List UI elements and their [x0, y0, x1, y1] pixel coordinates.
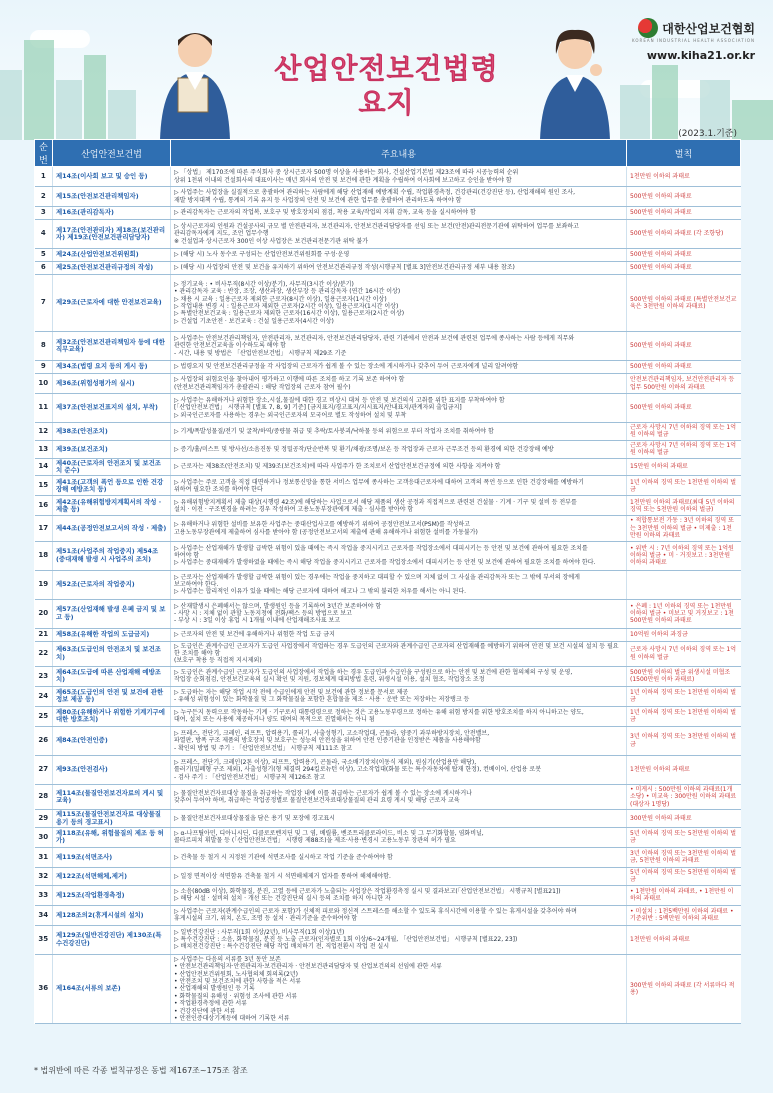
content-line: ▷ 일반건강진단 : 사무직(1회 이상/2년), 비사무직(1회 이상/1년): [174, 928, 345, 936]
content-line: (안전보건관리책임자가 총괄관리 : 해당 작업장의 근로자 참여 필수): [174, 383, 351, 391]
main-content: [171, 516, 627, 541]
main-content: [171, 706, 627, 726]
table-row: [35, 541, 741, 570]
law-article: 제29조(근로자에 대한 안전보건교육): [53, 275, 171, 332]
row-number: 18: [35, 541, 53, 570]
title-line-2: 요지: [358, 86, 415, 119]
penalty: 3년 이하의 징역 또는 3천만원 이하의 벌금, 5천만원 이하의 과태료: [627, 847, 741, 867]
content-line: ▷ 프레스, 전단기, 크레인(2톤 이상), 리프트, 압력용기, 곤돌라, 국소배기장치(이동식 제외), 원심기(산업용만 해당),: [174, 758, 477, 766]
table-row: [35, 332, 741, 361]
law-article: 제122조(석면해체,제거): [53, 867, 171, 885]
main-content: [171, 262, 627, 275]
content-line: • 안전인증대상기계등에 대하여 기록한 서류: [174, 1014, 290, 1022]
penalty: 500만원 이하의 과태료 (각 조항당): [627, 220, 741, 249]
penalty: 근로자 사망시 7년 이하의 징역 또는 1억원 이하의 벌금: [627, 641, 741, 666]
table-row: [35, 867, 741, 885]
main-content: [171, 599, 627, 628]
content-line: (보호구 착용 등 직접적 지시제외): [174, 657, 262, 665]
penalty: • 1천만원 이하의 과태료, • 1천만원 이하의 과태료: [627, 885, 741, 905]
content-line: ▷ 사업주는 유해하거나 위험한 장소,시설,물질에 대한 경고 비상시 대처 등 안전 및 보건의식 고취를 위한 표지를 부착하여야 함: [174, 396, 505, 404]
main-content: [171, 394, 627, 423]
content-line: ▷ 건축물 등 철거 시 지정된 기관에 석면조사를 실시하고 작업 기준을 준수하여야 함: [174, 853, 393, 861]
law-article: 제63조(도급인의 안전조치 및 보건조치): [53, 641, 171, 666]
table-row: [35, 361, 741, 374]
table-row: [35, 570, 741, 599]
header-banner: [0, 0, 773, 140]
main-content: [171, 476, 627, 496]
law-article: 제34조(법령 요지 등의 게시 등): [53, 361, 171, 374]
row-number: 31: [35, 847, 53, 867]
table-row: [35, 706, 741, 726]
table-row: [35, 249, 741, 262]
row-number: 6: [35, 262, 53, 275]
table-row: [35, 423, 741, 441]
table-row: [35, 755, 741, 784]
row-number: 19: [35, 570, 53, 599]
row-number: 2: [35, 187, 53, 207]
content-line: ▷ (해당 시) 사업장의 안전 및 보건을 유지하기 위하여 안전보건관리규정 작성(시행규칙 [별표 3]안전보건관리규정 세부 내용 참조): [174, 264, 515, 272]
reference-date: (2023.1.기준): [678, 129, 737, 139]
row-number: 27: [35, 755, 53, 784]
main-content: [171, 207, 627, 220]
row-number: 4: [35, 220, 53, 249]
content-line: ▷ 사업장의 위험요인을 찾아내어 평가하고 이행에 따른 조치를 하고 기록 보존 하여야 함: [174, 376, 405, 384]
content-line: • 안전보건관리책임자·안전관리자·보건관리자 · 안전보건관리담당자 및 산업보건의의 선임에 관한 서류: [174, 963, 442, 971]
content-line: ▷ 특수건강진단 : 소음, 화학물질, 분진 등 노출 근로자(인자별로 1회 이상/6~24개월, 「산업안전보건법」 시행규칙 [별표22, 23]): [174, 936, 518, 944]
main-content: [171, 541, 627, 570]
law-article: 제41조(고객의 폭언 등으로 인한 건강장해 예방조치 등): [53, 476, 171, 496]
penalty: 1천만원 이하의 과태료: [627, 925, 741, 954]
law-article: 제36조(위험성평가의 실시): [53, 374, 171, 394]
row-number: 10: [35, 374, 53, 394]
main-content: [171, 847, 627, 867]
content-line: - 확인의 방법 및 주기 : 「산업안전보건법」 시행규칙 제111조 참고: [174, 744, 353, 752]
content-line: - 검사 주기 : 「산업안전보건법」 시행규칙 제126조 참고: [174, 773, 326, 781]
table-row: [35, 167, 741, 187]
content-line: ※ 건설업과 상시근로자 300인 이상 사업장은 보건관리전문기관 위탁 불가: [174, 237, 369, 245]
content-line: 재발 방지대책 수립, 통계의 기록 유지 등 사업장의 안전 및 보건에 관한 업무를 총괄하여 관리하도록 하여야 함: [174, 196, 462, 204]
law-article: 제115조(물질안전보건자료 대상물질용기 등의 경고표시): [53, 810, 171, 828]
penalty: 500만원 이하의 과태료: [627, 361, 741, 374]
main-content: [171, 885, 627, 905]
content-line: ▷ α-나프틸아민, 디아니시딘, 디클로로벤지딘 및 그 염, 베릴륨, 벤조트리클로라이드, 비소 및 그 무기화합물, 염화비닐,: [174, 830, 484, 837]
table-row: [35, 516, 741, 541]
main-content: [171, 275, 627, 332]
content-line: ▷ 상시근로자의 인원과 건설공사의 규모 별 안전관리자, 보건관리자, 안전보건관리담당자를 선임 또는 보건(안전)관리전문기관에 위탁하여 업무를 보좌하고: [174, 222, 579, 230]
table-row: [35, 954, 741, 1024]
law-article: 제65조(도급인의 안전 및 보건에 관한 정보 제공 등): [53, 686, 171, 706]
table-header-row: [35, 140, 741, 167]
main-content: [171, 220, 627, 249]
content-line: ▷ 정기교육 : • 비사무직(8시간 이상/분기), 사무직(3시간 이상/분기): [174, 280, 354, 288]
main-content: [171, 954, 627, 1024]
law-article: 제24조(산업안전보건위원회): [53, 249, 171, 262]
main-content: [171, 755, 627, 784]
law-article: 제37조(안전보건표지의 설치, 부착): [53, 394, 171, 423]
law-article: 제40조(근로자의 안전조치 및 보건조치 준수): [53, 458, 171, 476]
main-content: [171, 167, 627, 187]
penalty: 1년 이하의 징역 또는 1천만원 이하의 벌금: [627, 706, 741, 726]
row-number: 1: [35, 167, 53, 187]
row-number: 5: [35, 249, 53, 262]
content-line: ▷ 산재발생시 은폐해서는 않으며, 발생원인 등을 기록하여 3년간 보존하여야 함: [174, 602, 382, 610]
content-line: 롤러기(밀폐형 구조 제외), 사출성형기(형 체결력 294킬로뉴턴 이상), 고소작업대(화물 또는 특수자동차에 탑재 한정), 컨베이어, 산업용 로봇: [174, 766, 542, 774]
main-content: [171, 827, 627, 847]
row-number: 26: [35, 726, 53, 755]
row-number: 35: [35, 925, 53, 954]
content-line: ▷ 일정 면적이상 석면함유 건축물 철거 시 석면해체제거 업자를 통하여 해체해야함.: [174, 872, 391, 880]
row-number: 17: [35, 516, 53, 541]
table-row: [35, 476, 741, 496]
penalty: 300만원 이하의 과태료: [627, 810, 741, 828]
penalty: 10억원 이하의 과징금: [627, 628, 741, 641]
content-line: • 작업환경측정에 관한 서류: [174, 1000, 248, 1008]
law-article: 제84조(안전인증): [53, 726, 171, 755]
row-number: 33: [35, 885, 53, 905]
penalty: 500만원 이하의 과태료 (특별안전보건교육은 3천만원 이하의 과태료): [627, 275, 741, 332]
table-row: [35, 599, 741, 628]
content-line: ▷ 증기/흄/미스트 및 방사선/소음진동 및 정밀공작/단순반복 및 환기/채광/조명/보온 등 작업장과 근로자 근무조건 등의 환경에 의한 건강장해 예방: [174, 445, 554, 453]
content-line: ▷ 외국인근로자를 사용하는 경우는 외국인근로자의 모국어로 별도 작성하여 설치 및 부착: [174, 411, 407, 419]
content-line: ▷ 작업내용 변경 시 : 일용근로자 제외한 근로자(2시간 이상), 일용근로자(1시간 이상): [174, 303, 399, 310]
table-row: [35, 810, 741, 828]
content-line: 하여야 함: [174, 551, 200, 559]
content-line: 고용노동부장관에게 제출하여 심사를 받아야 함 (공정안전보고서의 제출에 관해 유해하거나 위험한 설비를 가동불가): [174, 528, 478, 536]
law-article: 제52조(근로자의 작업중지): [53, 570, 171, 599]
penalty: 3년 이하의 징역 또는 3천만원 이하의 벌금: [627, 726, 741, 755]
main-content: [171, 440, 627, 458]
row-number: 28: [35, 784, 53, 809]
content-line: • 산업재해의 발생원인 등 기록: [174, 985, 255, 993]
content-line: ▷ 도급하는 자는 해당 작업 시작 전에 수급인에게 안전 및 보건에 관한 정보를 문서로 제공: [174, 688, 409, 696]
row-number: 14: [35, 458, 53, 476]
footer-note: * 법위반에 따른 각종 벌칙규정은 동법 제167조~175조 참조: [34, 1066, 248, 1075]
website-url: www.kiha21.or.kr: [646, 49, 755, 62]
page-title: [0, 52, 773, 120]
content-line: ▷ 배치전건강진단 : 특수건강진단 해당 작업 배치하기 전, 직업전환시 작업 전 실시: [174, 943, 389, 951]
table-row: [35, 925, 741, 954]
row-number: 16: [35, 496, 53, 516]
content-line: ▷ 사업주는 합리적인 이유가 있을 때에는 해당 근로자에 대하여 해고나 그 밖의 불리한 처우를 해서는 아니 된다.: [174, 588, 467, 596]
content-line: ▷ 도급인은 관계수급인 근로자가 도급인의 사업장에서 작업을 하는 경우 도급인과 수급인을 구성원으로 하는 안전 및 보건에 관한 협의체의 구성 및 운영,: [174, 668, 573, 676]
law-article: 제58조(유해한 작업의 도급금지): [53, 628, 171, 641]
content-line: 대여, 설치 또는 사용에 제공하거나 양도 대여의 목적으로 진열해서는 아니 됨: [174, 716, 375, 724]
content-line: ▷ 해당 시설 · 설비의 설치 · 개선 또는 건강진단의 실시 등의 조치를 하지 아니한 자: [174, 895, 391, 903]
content-line: 관련한 안전보건교육을 이수하도록 해야 함: [174, 342, 286, 350]
content-line: ▷ 특별안전보건교육 : 일용근로자 제외한 근로자(16시간 이상), 일용근로자(2시간 이상): [174, 310, 405, 318]
content-line: 콜타르피치 휘발물 등 (「산업안전보건법」 시행령 제88조)을 제조·사용·변경시 고용노동부 장관의 허가 필요: [174, 837, 456, 845]
penalty: 500만원 이하의 과태료: [627, 394, 741, 423]
table-row: [35, 262, 741, 275]
table-row: [35, 666, 741, 686]
table-row: [35, 905, 741, 925]
penalty: 500만원 이하의 과태료: [627, 332, 741, 361]
row-number: 3: [35, 207, 53, 220]
content-line: ▷ (해당 시) 노사 동수로 구성되는 산업안전보건위원회를 구성·운영: [174, 251, 350, 259]
content-line: ▷ 누구든지 동력으로 작동하는 기계 · 기구로서 대통령령으로 정하는 것은 고용노동부령으로 정하는 유해 위험 방지를 위한 방호조치를 하지 아니하고는 양도,: [174, 708, 584, 716]
content-line: - 사망 시 : 지체 없이 관할 노동지청에 전화/팩스 등의 방법으로 보고: [174, 609, 352, 617]
content-line: ▷ 유해위험방지계획서 제출 대상(시행령 42조)에 해당하는 사업으로서 해당 제품의 생산 공정과 직접적으로 관련된 건설물 · 기계 · 기구 및 설비 등 전부를: [174, 498, 577, 506]
penalty: 500만원 이하의 벌금 위생시설 미협조(1500만원 이하 과태료): [627, 666, 741, 686]
content-line: ▷ 도급인은 관계수급인 근로자가 도급인 사업장에서 작업하는 경우 도급인의 근로자와 관계수급인 근로자의 산업재해를 예방하기 위하여 안전 및 보건 시설의 설치 등 필요한 조치를 해야 함: [174, 642, 619, 658]
content-line: ▷ 건설업 기초안전 · 보건교육 : 건설 일용근로자(4시간 이상): [174, 317, 334, 325]
penalty: 1천만원 이하의 과태료(최대 5년 이하의 징역 또는 5천만원 이하의 벌금): [627, 496, 741, 516]
row-number: 12: [35, 423, 53, 441]
content-line: • 화학물질의 유해성 · 위험성 조사에 관한 서류: [174, 992, 298, 1000]
law-article: 제32조(안전보건관리책임자 등에 대한 직무교육): [53, 332, 171, 361]
row-number: 25: [35, 706, 53, 726]
penalty: 500만원 이하의 과태료: [627, 249, 741, 262]
table-row: [35, 784, 741, 809]
content-line: • 건강진단에 관한 서류: [174, 1007, 236, 1015]
content-line: ▷ 유해하거나 위험한 설비를 보유한 사업주는 중대산업사고를 예방하기 위하여 공정안전보고서(PSM)를 작성하고: [174, 521, 470, 529]
main-content: [171, 686, 627, 706]
content-line: ▷ 사업주는 주로 고객을 직접 대면하거나 정보통신망을 통한 서비스 업무에 종사하는 고객응대근로자에 대하여 고객의 폭언 등으로 인한 건강장해를 예방하기: [174, 478, 584, 486]
content-line: [「산업안전보건법」 시행규칙 [별표 7, 8, 9] 기준] [금지표지/경고표지/지시표지/안내표지/관계자외 출입금지]: [174, 404, 462, 412]
content-line: ▷ 물질안전보건자료대상물질을 담은 용기 및 포장에 경고표시: [174, 814, 335, 822]
table-row: [35, 440, 741, 458]
main-content: [171, 458, 627, 476]
law-summary-table: [34, 139, 741, 1024]
main-content: [171, 423, 627, 441]
penalty: • 위반 시 : 7년 이하의 징역 또는 1억원 이하의 벌금 • 미 · 거짓보고 : 3천만원 이하의 과태료: [627, 541, 741, 570]
table-row: [35, 394, 741, 423]
table-row: [35, 827, 741, 847]
law-article: 제25조(안전보건관리규정의 작성): [53, 262, 171, 275]
table-row: [35, 220, 741, 249]
content-line: ▷ 사업주는 근로자(관계수급인의 근로자 포함)가 신체적 피로와 정신적 스트레스를 해소할 수 있도록 휴식시간에 이용할 수 있는 휴게시설을 갖추어야 하며: [174, 907, 577, 915]
main-content: [171, 726, 627, 755]
row-number: 24: [35, 686, 53, 706]
penalty: 1천만원 이하의 과태료: [627, 755, 741, 784]
penalty: 1천만원 이하의 과태료: [627, 167, 741, 187]
row-number: 29: [35, 810, 53, 828]
content-line: ▷ 채용 시 교육 : 일용근로자 제외한 근로자(8시간 이상), 일용근로자(1시간 이상): [174, 295, 387, 303]
content-line: 위하여 필요한 조치를 하여야 한다: [174, 485, 263, 493]
law-article: 제42조(유해위험방지계획서의 작성 · 제출 등): [53, 496, 171, 516]
main-content: [171, 666, 627, 686]
law-article: 제39조(보건조치): [53, 440, 171, 458]
content-line: ▷ 관리감독자는 근로자의 작업복, 보호구 및 방호장치의 점검, 착용 교육/작업의 지휘 감독, 교육 등을 실시하여야 함: [174, 209, 476, 217]
penalty: 근로자 사망시 7년 이하의 징역 또는 1억원 이하의 벌금: [627, 423, 741, 441]
table-row: [35, 686, 741, 706]
row-number: 22: [35, 641, 53, 666]
content-line: • 안전조치 및 보건조치에 관한 사항을 적은 서류: [174, 977, 302, 985]
row-number: 32: [35, 867, 53, 885]
content-line: 관리감독자에게 지도, 조언 업무수행: [174, 230, 269, 238]
row-number: 21: [35, 628, 53, 641]
content-line: • 관리감독자 교육 : 반장, 조장, 생산과장, 생산부장 등 관리감독자 (연간 16시간 이상): [174, 288, 401, 296]
content-line: ▷ 기계/폭발성물질/전기 및 굴착/하역/중량물 취급 및 추락/토사붕괴/낙하물 등의 위험으로 부터 작업자 조치를 취하여야 함: [174, 427, 494, 435]
penalty: 5년 이하의 징역 또는 5천만원 이하의 벌금: [627, 827, 741, 847]
content-line: ▷ 사업주는 다음의 서류를 3년 동안 보존: [174, 955, 281, 963]
content-line: ▷ 사업주는 중대재해가 발생하였을 때에는 즉시 해당 작업을 중지시키고 근로자를 작업장소에서 대피시키는 등 안전 및 보건에 관하여 필요한 조치를 하여야 한다.: [174, 559, 596, 567]
main-content: [171, 249, 627, 262]
table-row: [35, 496, 741, 516]
column-header-law: 산업안전보건법: [53, 140, 171, 167]
table-row: [35, 458, 741, 476]
law-article: 제57조(산업재해 발생 은폐 금지 및 보고 등): [53, 599, 171, 628]
row-number: 36: [35, 954, 53, 1024]
penalty: 5년 이하의 징역 또는 5천만원 이하의 벌금: [627, 867, 741, 885]
main-content: [171, 187, 627, 207]
penalty: 500만원 이하의 과태료: [627, 262, 741, 275]
content-line: - 시간, 내용 및 방법은 「산업안전보건법」 시행규칙 제29조 기준: [174, 349, 347, 357]
law-article: 제38조(안전조치): [53, 423, 171, 441]
law-article: 제80조(유해하거나 위험한 기계기구에 대한 방호조치): [53, 706, 171, 726]
law-article: 제15조(안전보건관리책임자): [53, 187, 171, 207]
content-line: 파열판, 방폭 구조 제품의 방호장치 및 보호구는 성능의 안전성을 위하여 안전 인증기관을 인정받은 제품을 사용해야함: [174, 737, 481, 745]
penalty: • 적합통보전 가동 : 3년 이하의 징역 또는 3천만원 이하의 벌금 • 미제출 : 1천만원 이하의 과태료: [627, 516, 741, 541]
penalty: • 미게시 : 500만원 이하의 과태료(1개소당) • 미교육 : 300만원 이하의 과태료 (대상자 1명당): [627, 784, 741, 809]
main-content: [171, 361, 627, 374]
main-content: [171, 641, 627, 666]
penalty: 15만원 이하의 과태료: [627, 458, 741, 476]
law-article: 제164조(서류의 보존): [53, 954, 171, 1024]
law-article: 제118조(유해, 위험물질의 제조 등 허가): [53, 827, 171, 847]
row-number: 11: [35, 394, 53, 423]
law-article: 제64조(도급에 따른 산업재해 예방조치): [53, 666, 171, 686]
content-line: ▷ 프레스, 전단기, 크레인, 리프트, 압력용기, 롤러기, 사출성형기, 고소작업대, 곤돌라, 양중기 과부하방지장치, 안전밸브,: [174, 729, 490, 737]
law-article: 제128조의2(휴게시설의 설치): [53, 905, 171, 925]
penalty: 1년 이하의 징역 또는 1천만원 이하의 벌금: [627, 476, 741, 496]
content-line: 작업장 순회점검, 안전보건교육의 실시 확인 및 지원, 경보체계 대피방법 훈련, 위생시설 이용, 설치 협조, 작업장소 조정: [174, 676, 485, 684]
content-line: 보고하여야 한다.: [174, 580, 219, 588]
law-article: 제51조(사업주의 작업중지) 제54조(중대재해 발생 시 사업주의 조치): [53, 541, 171, 570]
content-line: ▷ 근로자는 제38조(안전조치) 및 제39조(보건조치)에 따라 사업주가 한 조치로서 산업안전보건규정에 의한 사항을 지켜야 함: [174, 463, 501, 471]
content-line: ▷ 사업주는 사업장을 실질적으로 총괄하여 관리하는 사람에게 해당 산업재해 예방계획 수립, 작업환경측정, 건강관리(건강진단 등), 산업재해의 원인 조사,: [174, 189, 575, 197]
row-number: 7: [35, 275, 53, 332]
content-line: ▷ 물질안전보건자료대상 물질을 취급하는 작업장 내에 이를 취급하는 근로자가 쉽게 볼 수 있는 장소에 게시하거나: [174, 789, 472, 797]
law-article: 제14조(이사회 보고 및 승인 등): [53, 167, 171, 187]
table-row: [35, 374, 741, 394]
content-line: - 유해성 위험성이 있는 화학물질 및 그 화학물질을 포함한 혼합물을 제조 · 사용 · 운반 또는 저장하는 저장탱크 등: [174, 696, 470, 704]
table-row: [35, 187, 741, 207]
logo: [632, 18, 755, 62]
law-article: 제129조(일반건강진단) 제130조(특수건강진단): [53, 925, 171, 954]
row-number: 13: [35, 440, 53, 458]
content-line: - 부상 시 : 3일 이상 휴업 시 1개월 이내에 산업재해조사표 보고: [174, 617, 341, 625]
table-row: [35, 628, 741, 641]
law-article: 제125조(작업환경측정): [53, 885, 171, 905]
content-line: 설치 · 이전 · 구조변경을 하려는 경우 작성하여 고용노동부장관에게 제출 · 심사를 받아야 함: [174, 505, 414, 513]
logo-name: 대한산업보건협회: [662, 21, 755, 36]
content-line: ▷ 사업주는 산업재해가 발생할 급박한 위험이 있을 때에는 즉시 작업을 중지시키고 근로자를 작업장소에서 대피시키는 등 안전 및 보건에 관하여 필요한 조치를: [174, 544, 588, 552]
main-content: [171, 810, 627, 828]
table-row: [35, 885, 741, 905]
main-content: [171, 628, 627, 641]
penalty: [627, 570, 741, 599]
column-header-penalty: 벌칙: [627, 140, 741, 167]
row-number: 23: [35, 666, 53, 686]
row-number: 8: [35, 332, 53, 361]
penalty: 근로자 사망시 7년 이하의 징역 또는 1억원 이하의 벌금: [627, 440, 741, 458]
penalty: 1년 이하의 징역 또는 1천만원 이하의 벌금: [627, 686, 741, 706]
main-content: [171, 332, 627, 361]
logo-subtitle: KOREAN INDUSTRIAL HEALTH ASSOCIATION: [631, 38, 755, 43]
main-content: [171, 496, 627, 516]
law-article: 제17조(안전관리자) 제18조(보건관리자) 제19조(안전보건관리담당자): [53, 220, 171, 249]
main-content: [171, 784, 627, 809]
content-line: 상위 1천위 이내의 건설회사의 대표이사는 매년 회사의 안전 및 보건에 관한 계획을 수립하여 이사회에 보고하고 승인을 받아야 함: [174, 176, 512, 184]
content-line: ▷ 법령요지 및 안전보건관리규정을 각 사업장의 근로자가 쉽게 볼 수 있는 장소에 게시하거나 갖추어 두어 근로자에게 널리 알려야함: [174, 363, 519, 371]
content-line: ▷ 근로자의 안전 및 보건에 유해하거나 위험한 작업 도급 금지: [174, 630, 335, 638]
table-row: [35, 641, 741, 666]
content-line: 갖추어 두어야 하며, 취급하는 작업공정별로 물질안전보건자료대상물질의 관리 요령 게시 및 해당 근로자 교육: [174, 796, 460, 804]
row-number: 15: [35, 476, 53, 496]
content-line: ▷ 사업주는 안전보건관리책임자, 안전관리자, 보건관리자, 안전보건관리담당자, 관련 기관에서 안전과 보건에 관련된 업무에 종사하는 사람 등에게 직무와: [174, 334, 575, 342]
penalty: • 미설치 : 1천5백만원 이하의 과태료 • 기준위반 : 5백만원 이하의 과태료: [627, 905, 741, 925]
content-line: 휴게시설의 크기, 위치, 온도, 조명 등 설치 · 관리기준을 준수하여야 함: [174, 915, 358, 923]
content-line: ▷ 「상법」 제170조에 따른 주식회사 중 상시근로자 500명 이상을 사용하는 회사, 건설산업기본법 제23조에 따라 시공능력의 순위: [174, 169, 519, 177]
law-article: 제114조(물질안전보건자료의 게시 및 교육): [53, 784, 171, 809]
column-header-no: 순번: [35, 140, 53, 167]
content-line: ▷ 근로자는 산업재해가 발생할 급박한 위험이 있는 경우에는 작업을 중지하고 대피할 수 있으며 지체 없이 그 사실을 관리감독자 또는 그 밖에 부서의 장에게: [174, 573, 580, 581]
penalty: 안전보건관리책임자, 보건안전관리자 등 업무 500만원 이하의 과태료: [627, 374, 741, 394]
law-article: 제93조(안전검사): [53, 755, 171, 784]
main-content: [171, 570, 627, 599]
penalty: • 은폐 : 1년 이하의 징역 또는 1천만원 이하의 벌금 • 미보고 및 거짓보고 : 1천 500만원 이하의 과태료: [627, 599, 741, 628]
main-content: [171, 925, 627, 954]
table-row: [35, 207, 741, 220]
row-number: 20: [35, 599, 53, 628]
law-article: 제44조(공정안전보고서의 작성 · 제출): [53, 516, 171, 541]
column-header-content: 주요내용: [171, 140, 627, 167]
title-line-1: 산업안전보건법령: [274, 52, 499, 85]
kiha-logo-icon: [638, 18, 658, 38]
content-line: • 산업안전보건위원회, 노사협의체 회의록(2년): [174, 970, 298, 978]
penalty: 500만원 이하의 과태료: [627, 187, 741, 207]
table-row: [35, 847, 741, 867]
law-article: 제16조(관리감독자): [53, 207, 171, 220]
main-content: [171, 374, 627, 394]
penalty: 500만원 이하의 과태료: [627, 207, 741, 220]
content-line: ▷ 소음(80dB 이상), 화학물질, 분진, 고열 등에 근로자가 노출되는 사업장은 작업환경측정 실시 및 결과보고(「산업안전보건법」 시행규칙 [별표21]): [174, 887, 561, 895]
row-number: 30: [35, 827, 53, 847]
row-number: 34: [35, 905, 53, 925]
main-content: [171, 905, 627, 925]
table-row: [35, 275, 741, 332]
table-row: [35, 726, 741, 755]
law-article: 제119조(석면조사): [53, 847, 171, 867]
main-content: [171, 867, 627, 885]
penalty: 300만원 이하의 과태료 (각 서류마다 적용): [627, 954, 741, 1024]
row-number: 9: [35, 361, 53, 374]
